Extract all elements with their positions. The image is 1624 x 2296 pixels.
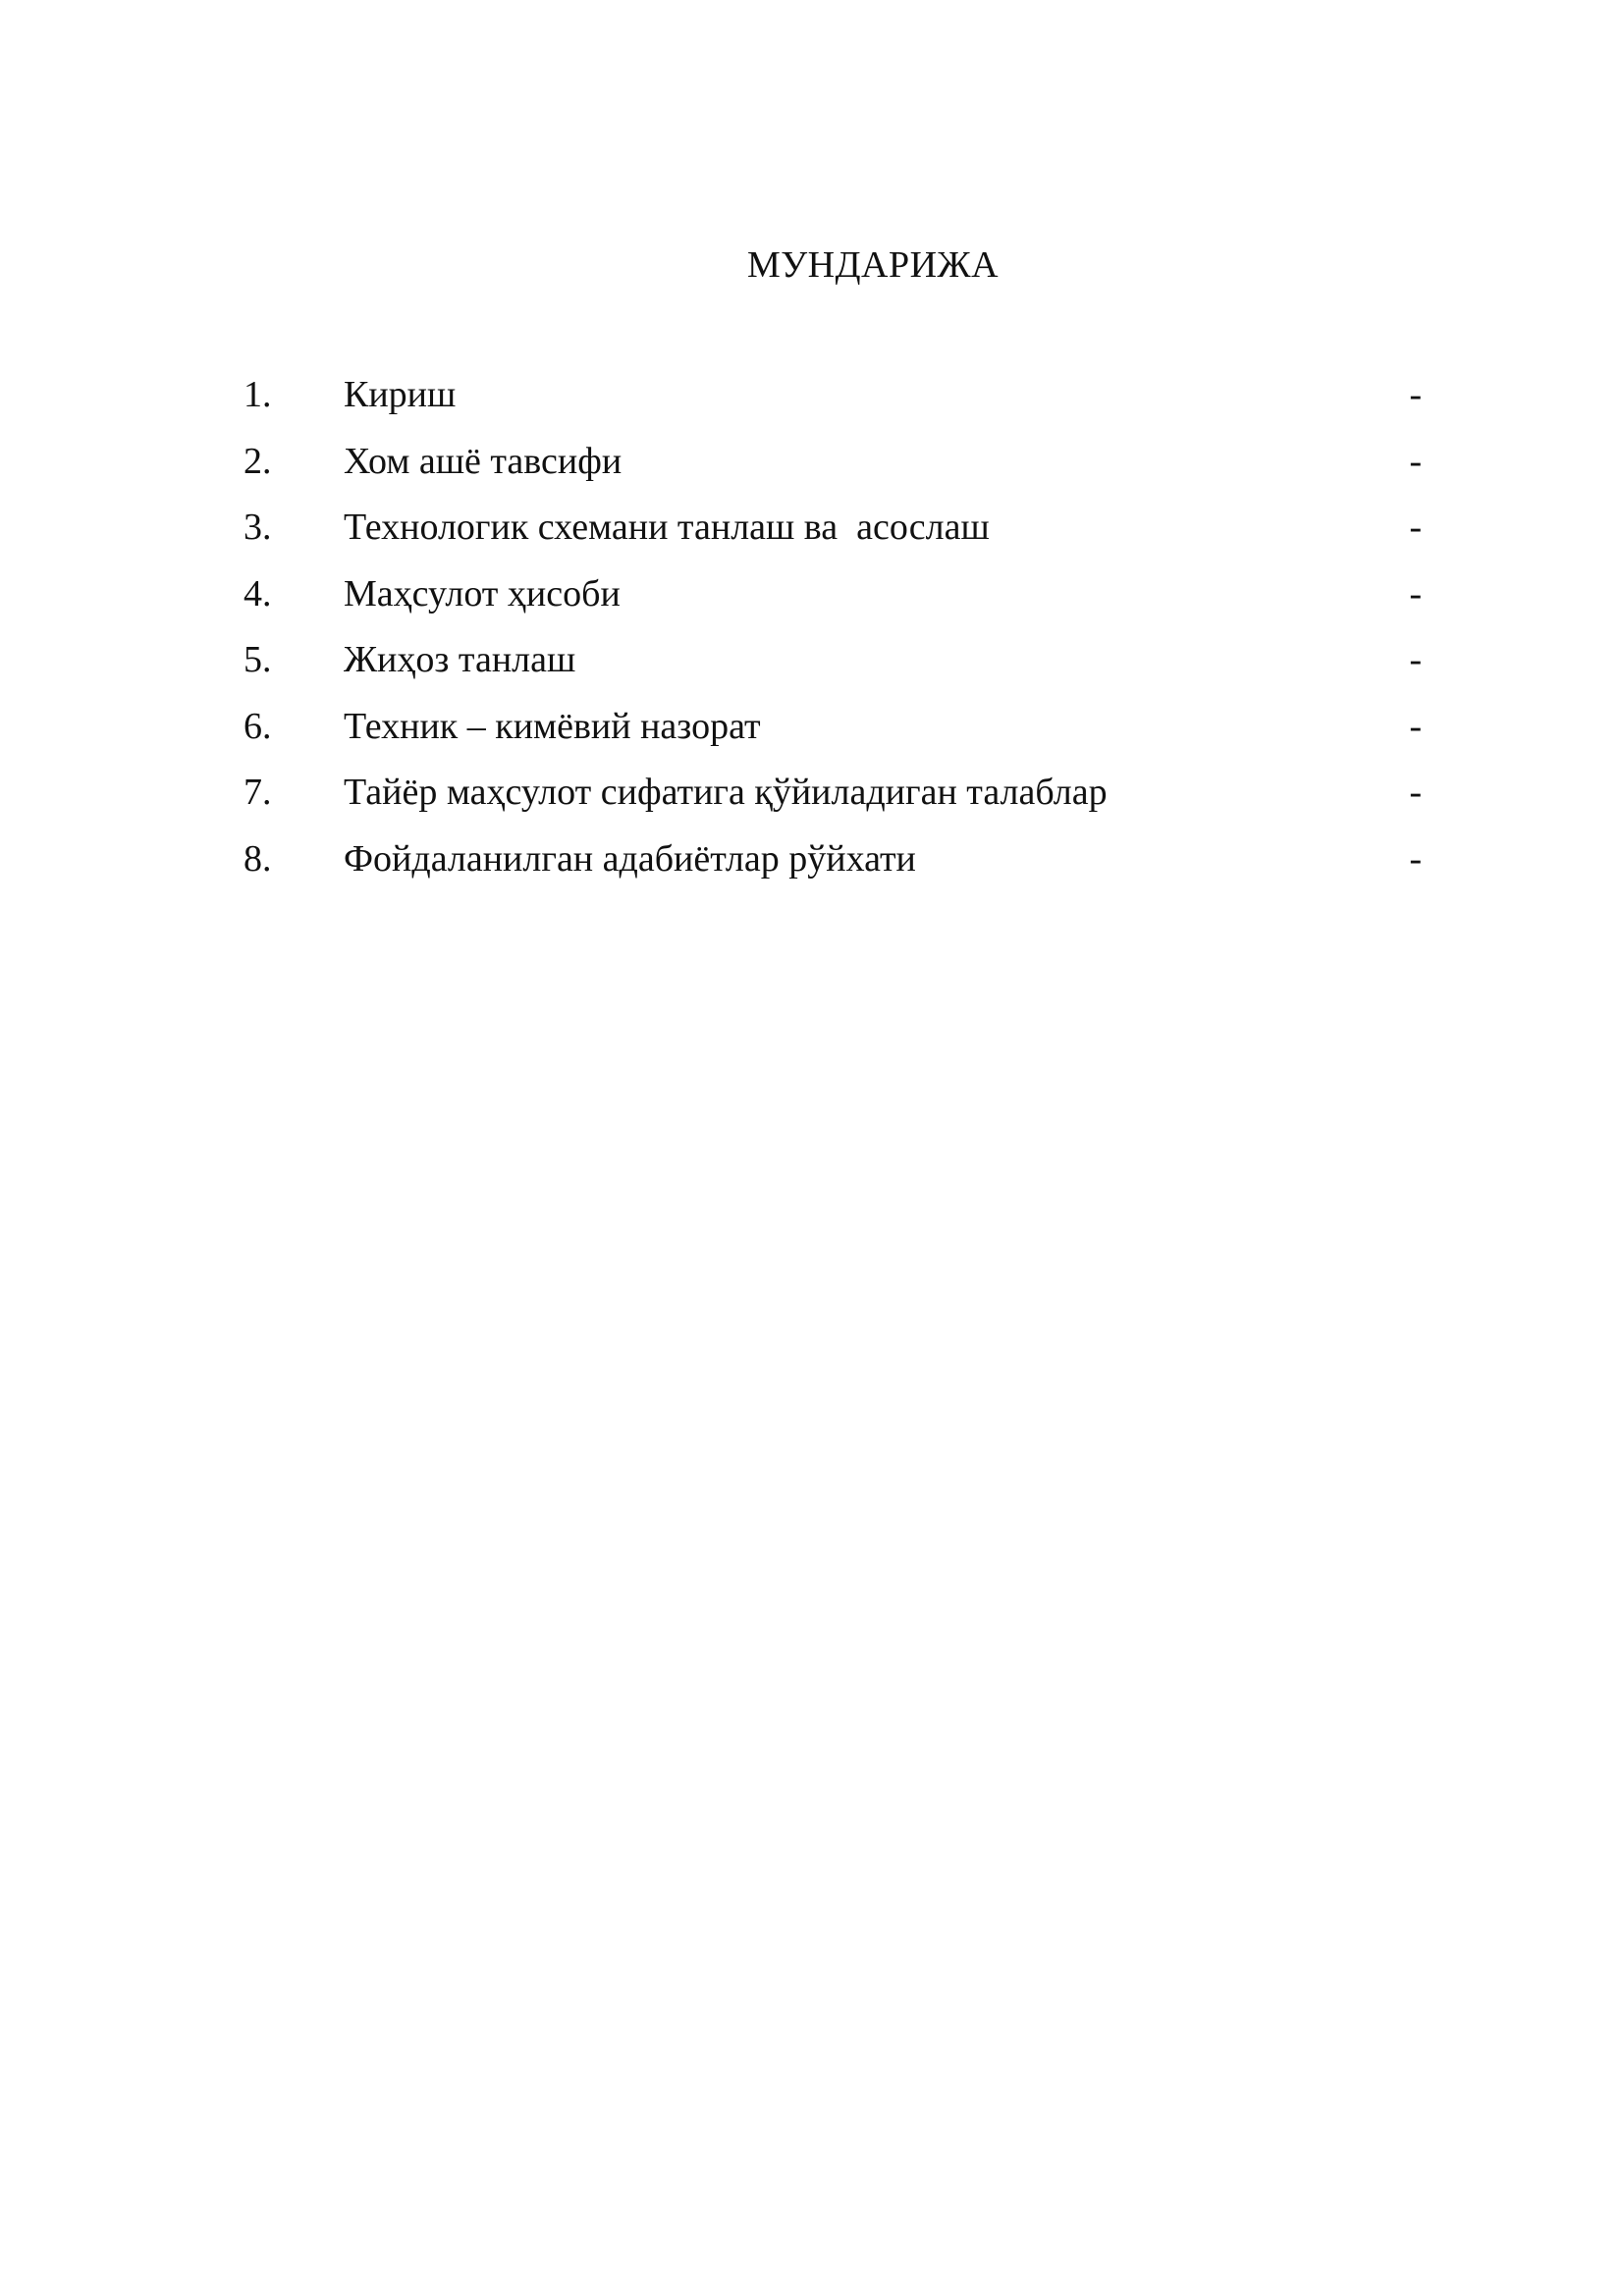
toc-entry-number: 6. <box>244 705 272 747</box>
toc-entry-title: Жиҳоз танлаш <box>344 639 576 680</box>
toc-entry-title: Фойдаланилган адабиётлар рўйхати <box>344 837 916 880</box>
toc-entry-page: - <box>1409 772 1422 813</box>
toc-entry-number: 4. <box>244 572 272 614</box>
toc-entry-page: - <box>1409 507 1422 548</box>
toc-entry-title: Техник – кимёвий назорат <box>344 705 761 747</box>
toc-entry-product-calculation <box>244 570 1422 637</box>
toc-entry-number: 7. <box>244 772 272 813</box>
toc-entry-number: 8. <box>244 837 272 880</box>
toc-entry-title: Хом ашё тавсифи <box>344 440 623 482</box>
toc-entry-title: Технологик схемани танлаш ва асослаш <box>344 507 990 548</box>
toc-entry-number: 3. <box>244 507 272 548</box>
toc-entry-equipment-selection <box>244 636 1422 703</box>
toc-entry-page: - <box>1409 440 1422 482</box>
toc-entry-title: Кириш <box>344 374 457 415</box>
page-title: МУНДАРИЖА <box>746 244 1000 286</box>
toc-entry-page: - <box>1409 374 1422 415</box>
toc-entry-page: - <box>1409 705 1422 747</box>
toc-entry-title: Маҳсулот ҳисоби <box>344 572 621 614</box>
toc-entry-page: - <box>1409 572 1422 614</box>
toc-entry-quality-requirements <box>244 769 1422 835</box>
toc-entry-references <box>244 835 1422 902</box>
toc-entry-technological-scheme <box>244 504 1422 570</box>
table-of-contents <box>244 371 1422 901</box>
toc-entry-chemical-control <box>244 703 1422 770</box>
toc-entry-page: - <box>1409 837 1422 880</box>
toc-entry-raw-material <box>244 438 1422 505</box>
toc-entry-number: 2. <box>244 440 272 482</box>
toc-entry-number: 1. <box>244 374 272 415</box>
toc-entry-title: Тайёр маҳсулот сифатига қўйиладиган талаблар <box>344 772 1108 813</box>
toc-entry-introduction <box>244 371 1422 438</box>
toc-entry-page: - <box>1409 639 1422 680</box>
toc-entry-number: 5. <box>244 639 272 680</box>
